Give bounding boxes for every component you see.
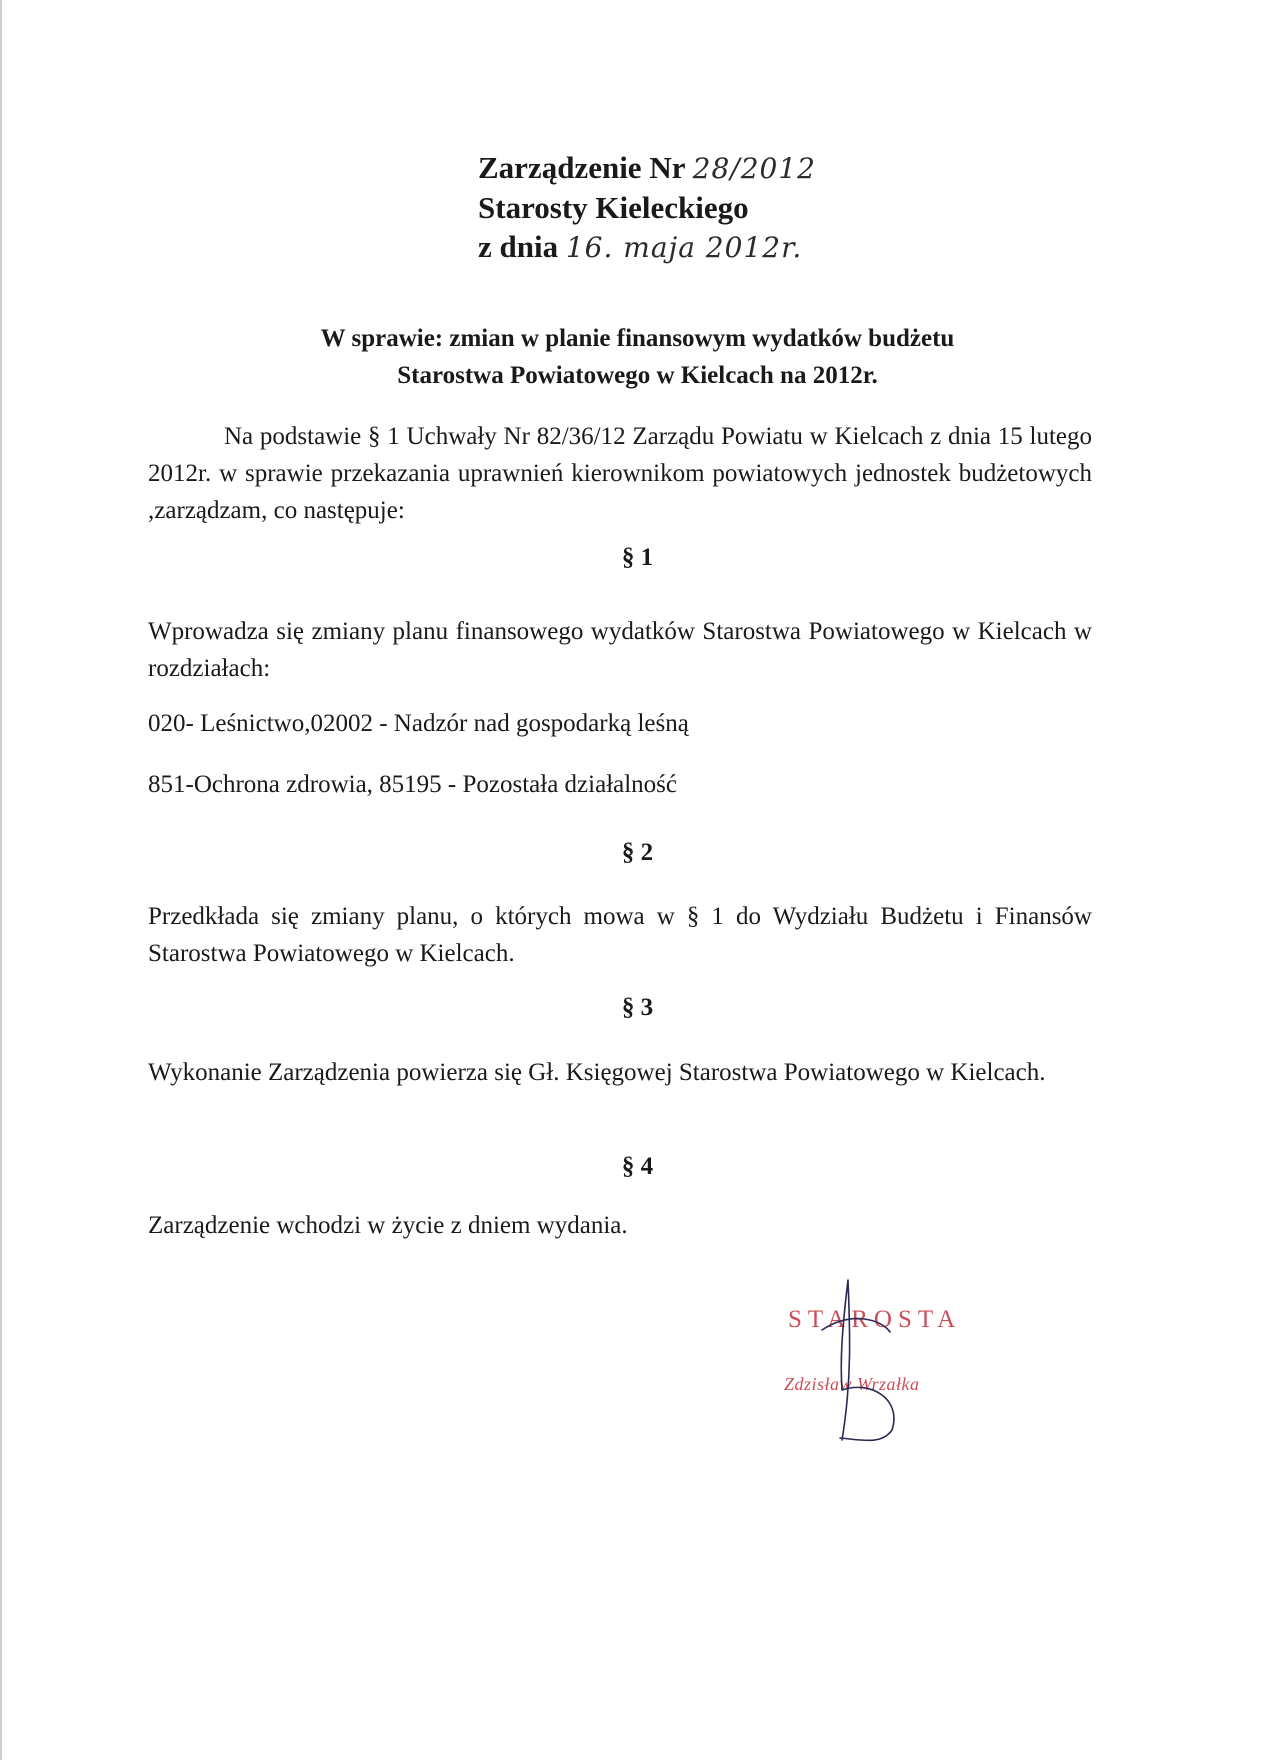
preamble-paragraph: Na podstawie § 1 Uchwały Nr 82/36/12 Zarządu Powiatu w Kielcach z dnia 15 lutego 2012r. w sprawie przekazania uprawnień kierownikom powiatowych jednostek budżetowych ,zarządzam, co następuje: (148, 423, 1092, 524)
date-handwritten: 16. maja 2012r. (565, 231, 803, 264)
document-subject (0, 320, 1275, 394)
order-number-line (478, 148, 816, 188)
section-1-text: Wprowadza się zmiany planu finansowego wydatków Starostwa Powiatowego w Kielcach w rozdziałach: (148, 618, 1092, 682)
section-heading-2: § 2 (621, 839, 654, 866)
section-1-item-1: 020- Leśnictwo,02002 - Nadzór nad gospodarką leśną (148, 710, 689, 737)
section-heading-4: § 4 (621, 1153, 654, 1180)
section-3-text: Wykonanie Zarządzenia powierza się Gł. Księgowej Starostwa Powiatowego w Kielcach. (148, 1059, 1046, 1086)
stamp-title: STAROSTA (788, 1306, 962, 1333)
stamp-name: Zdzisław Wrzałka (784, 1374, 920, 1394)
date-line (478, 227, 816, 267)
section-heading-1: § 1 (621, 544, 654, 571)
section-heading-3: § 3 (621, 994, 654, 1021)
order-number-handwritten: 28/2012 (692, 152, 816, 185)
scan-edge (0, 0, 2, 1760)
subject-line-1: W sprawie: zmian w planie finansowym wydatków budżetu (320, 325, 955, 352)
section-1-item-2: 851-Ochrona zdrowia, 85195 - Pozostała działalność (148, 771, 678, 798)
subject-line-2: Starostwa Powiatowego w Kielcach na 2012r. (397, 362, 878, 389)
handwritten-signature (782, 1270, 982, 1450)
section-4-text: Zarządzenie wchodzi w życie z dniem wydania. (148, 1212, 628, 1239)
date-label: z dnia (478, 229, 559, 264)
official-stamp (782, 1270, 982, 1450)
issuer-line: Starosty Kieleckiego (478, 190, 749, 225)
section-2-text: Przedkłada się zmiany planu, o których mowa w § 1 do Wydziału Budżetu i Finansów Starostwa Powiatowego w Kielcach. (148, 903, 1092, 967)
order-number-label: Zarządzenie Nr (478, 150, 685, 185)
document-header (478, 148, 816, 267)
